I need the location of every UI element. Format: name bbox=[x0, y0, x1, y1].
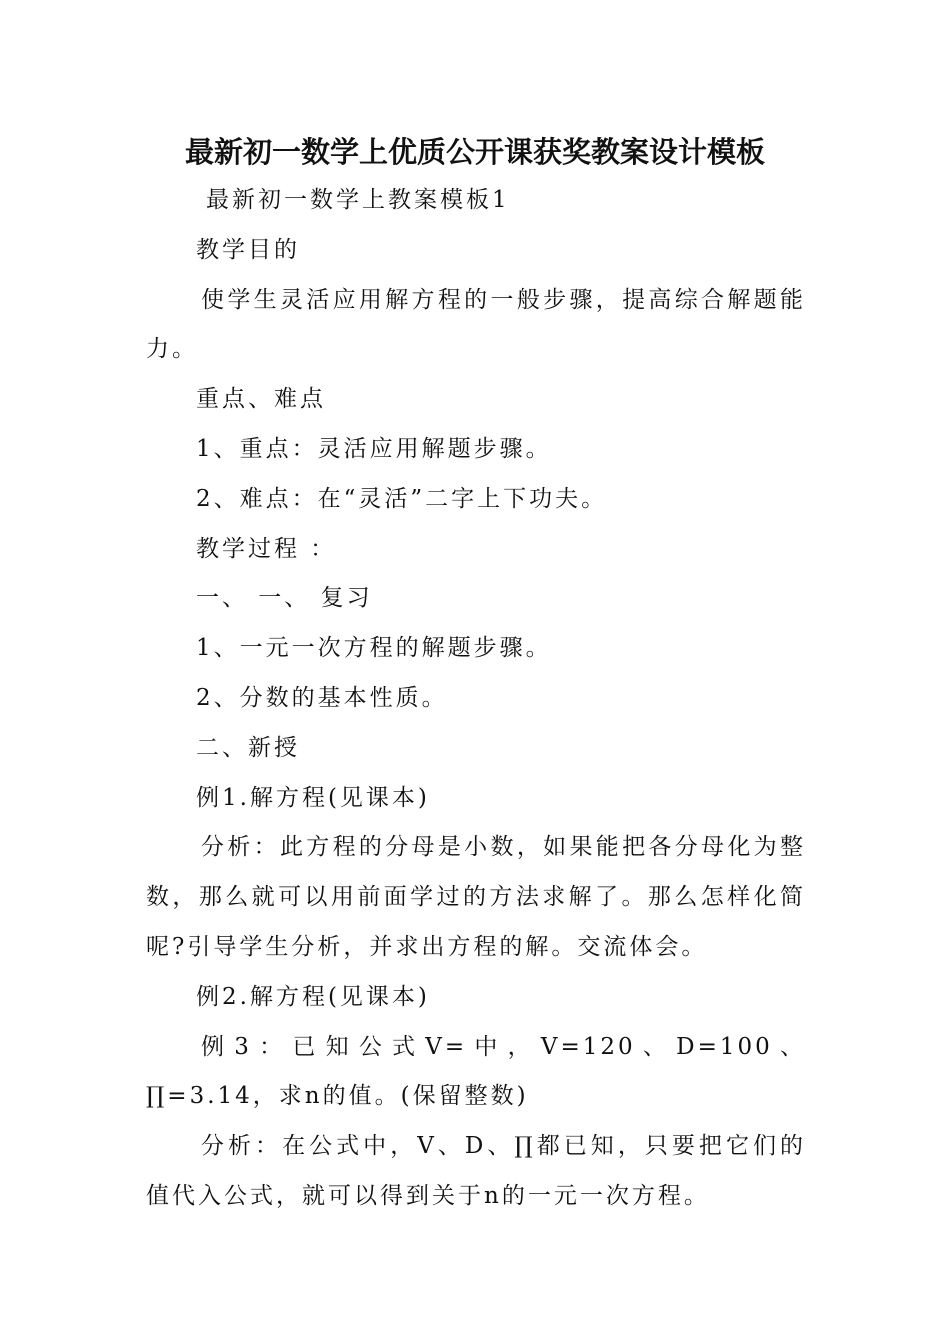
document-body bbox=[146, 176, 806, 1222]
heading-review: 一、 一、 复习 bbox=[196, 585, 373, 612]
list-item-review-2: 2、分数的基本性质。 bbox=[196, 684, 448, 711]
section-subtitle: 最新初一数学上教案模板1 bbox=[206, 187, 510, 213]
heading-teaching-process: 教学过程 ： bbox=[196, 535, 337, 562]
paragraph-analysis-1: 分析：此方程的分母是小数，如果能把各分母化为整数，那么就可以用前面学过的方法求解了。那么怎样化简呢?引导学生分析，并求出方程的解。交流体会。 bbox=[146, 834, 806, 960]
heading-key-points: 重点、难点 bbox=[196, 386, 326, 413]
example-1: 例1.解方程(见课本) bbox=[196, 784, 430, 811]
list-item-difficulty: 2、难点：在“灵活”二字上下功夫。 bbox=[196, 485, 608, 512]
list-item-key-point: 1、重点：灵活应用解题步骤。 bbox=[196, 435, 552, 462]
paragraph-analysis-3: 分析：在公式中，V、D、∏都已知，只要把它们的值代入公式，就可以得到关于n的一元一次方程。 bbox=[146, 1133, 806, 1209]
example-3: 例3：已知公式V=中，V=120、D=100、∏=3.14，求n的值。(保留整数) bbox=[146, 1033, 806, 1110]
paragraph-goal-text: 使学生灵活应用解方程的一般步骤，提高综合解题能力。 bbox=[146, 286, 806, 363]
example-2: 例2.解方程(见课本) bbox=[196, 983, 430, 1010]
heading-teaching-goal: 教学目的 bbox=[196, 236, 300, 263]
document-title: 最新初一数学上优质公开课获奖教案设计模板 bbox=[184, 135, 765, 169]
heading-new-lesson: 二、新授 bbox=[196, 734, 300, 761]
list-item-review-1: 1、一元一次方程的解题步骤。 bbox=[196, 635, 552, 662]
